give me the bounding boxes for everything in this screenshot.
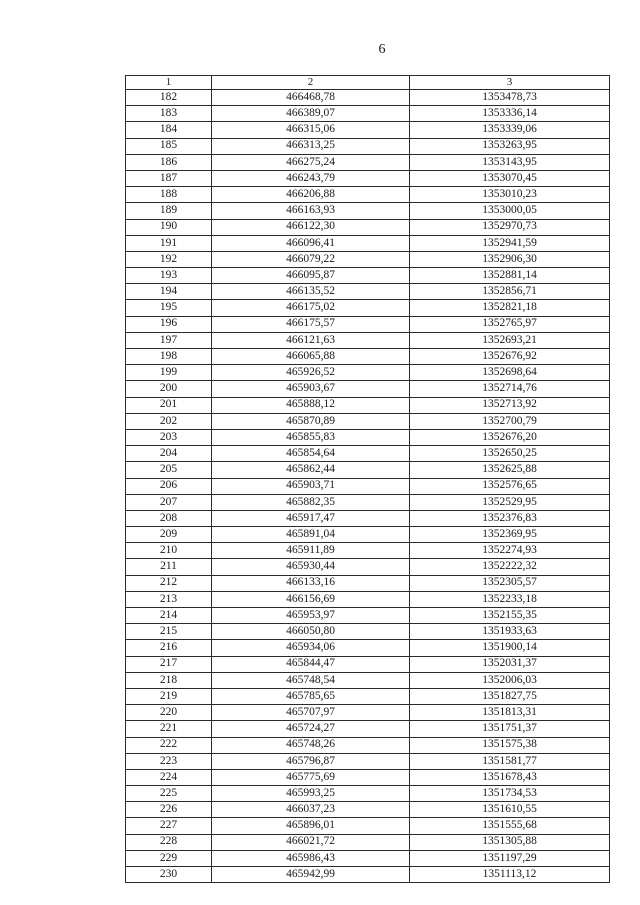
table-row [126, 316, 610, 332]
y-coordinate-cell: 1351827,75 [410, 688, 610, 704]
table-row [126, 575, 610, 591]
y-coordinate-cell: 1353010,23 [410, 187, 610, 203]
table-row [126, 721, 610, 737]
x-coordinate-cell: 465796,87 [212, 753, 410, 769]
point-number-cell: 229 [126, 850, 212, 866]
table-row [126, 656, 610, 672]
y-coordinate-cell: 1352625,88 [410, 462, 610, 478]
table-row [126, 170, 610, 186]
x-coordinate-cell: 466065,88 [212, 349, 410, 365]
point-number-cell: 224 [126, 769, 212, 785]
point-number-cell: 213 [126, 591, 212, 607]
y-coordinate-cell: 1352155,35 [410, 608, 610, 624]
y-coordinate-cell: 1352970,73 [410, 219, 610, 235]
point-number-cell: 201 [126, 397, 212, 413]
point-number-cell: 208 [126, 510, 212, 526]
table-row [126, 802, 610, 818]
table-row [126, 332, 610, 348]
table-row [126, 737, 610, 753]
x-coordinate-cell: 466121,63 [212, 332, 410, 348]
x-coordinate-cell: 465724,27 [212, 721, 410, 737]
y-coordinate-cell: 1351610,55 [410, 802, 610, 818]
y-coordinate-cell: 1352031,37 [410, 656, 610, 672]
point-number-cell: 209 [126, 527, 212, 543]
x-coordinate-cell: 465748,26 [212, 737, 410, 753]
y-coordinate-cell: 1352714,76 [410, 381, 610, 397]
point-number-cell: 203 [126, 429, 212, 445]
x-coordinate-cell: 466156,69 [212, 591, 410, 607]
point-number-cell: 183 [126, 106, 212, 122]
y-coordinate-cell: 1352881,14 [410, 268, 610, 284]
point-number-cell: 212 [126, 575, 212, 591]
point-number-cell: 198 [126, 349, 212, 365]
table-row [126, 187, 610, 203]
table-row [126, 397, 610, 413]
x-coordinate-cell: 465986,43 [212, 850, 410, 866]
x-coordinate-cell: 466021,72 [212, 834, 410, 850]
y-coordinate-cell: 1352765,97 [410, 316, 610, 332]
x-coordinate-cell: 466163,93 [212, 203, 410, 219]
point-number-cell: 195 [126, 300, 212, 316]
table-row [126, 284, 610, 300]
y-coordinate-cell: 1351575,38 [410, 737, 610, 753]
y-coordinate-cell: 1351555,68 [410, 818, 610, 834]
table-row [126, 90, 610, 106]
y-coordinate-cell: 1352233,18 [410, 591, 610, 607]
table-row [126, 834, 610, 850]
table-row [126, 591, 610, 607]
x-coordinate-cell: 466175,57 [212, 316, 410, 332]
y-coordinate-cell: 1351678,43 [410, 769, 610, 785]
y-coordinate-cell: 1351113,12 [410, 867, 610, 883]
y-coordinate-cell: 1353070,45 [410, 170, 610, 186]
table-body [126, 90, 610, 883]
x-coordinate-cell: 466243,79 [212, 170, 410, 186]
table-row [126, 413, 610, 429]
table-row [126, 688, 610, 704]
point-number-cell: 225 [126, 786, 212, 802]
y-coordinate-cell: 1352676,92 [410, 349, 610, 365]
y-coordinate-cell: 1351751,37 [410, 721, 610, 737]
point-number-cell: 206 [126, 478, 212, 494]
y-coordinate-cell: 1352906,30 [410, 251, 610, 267]
x-coordinate-cell: 466095,87 [212, 268, 410, 284]
table-row [126, 818, 610, 834]
page-number: 6 [378, 42, 386, 57]
table-row [126, 624, 610, 640]
table-row [126, 494, 610, 510]
table-row [126, 349, 610, 365]
point-number-cell: 197 [126, 332, 212, 348]
table-row [126, 527, 610, 543]
y-coordinate-cell: 1351900,14 [410, 640, 610, 656]
table-row [126, 122, 610, 138]
y-coordinate-cell: 1352006,03 [410, 672, 610, 688]
y-coordinate-cell: 1353339,06 [410, 122, 610, 138]
x-coordinate-cell: 466275,24 [212, 154, 410, 170]
x-coordinate-cell: 465888,12 [212, 397, 410, 413]
x-coordinate-cell: 466206,88 [212, 187, 410, 203]
y-coordinate-cell: 1353336,14 [410, 106, 610, 122]
x-coordinate-cell: 466135,52 [212, 284, 410, 300]
x-coordinate-cell: 466079,22 [212, 251, 410, 267]
point-number-cell: 191 [126, 235, 212, 251]
point-number-cell: 190 [126, 219, 212, 235]
x-coordinate-cell: 466133,16 [212, 575, 410, 591]
point-number-cell: 220 [126, 705, 212, 721]
table-row [126, 769, 610, 785]
table-row [126, 786, 610, 802]
point-number-cell: 211 [126, 559, 212, 575]
y-coordinate-cell: 1352676,20 [410, 429, 610, 445]
table-row [126, 429, 610, 445]
x-coordinate-cell: 465896,01 [212, 818, 410, 834]
x-coordinate-cell: 466468,78 [212, 90, 410, 106]
point-number-cell: 216 [126, 640, 212, 656]
x-coordinate-cell: 465748,54 [212, 672, 410, 688]
x-coordinate-cell: 466050,80 [212, 624, 410, 640]
y-coordinate-cell: 1352576,65 [410, 478, 610, 494]
x-coordinate-cell: 466096,41 [212, 235, 410, 251]
column-header: 1 [126, 76, 212, 90]
point-number-cell: 210 [126, 543, 212, 559]
table-row [126, 543, 610, 559]
x-coordinate-cell: 465844,47 [212, 656, 410, 672]
point-number-cell: 226 [126, 802, 212, 818]
table-row [126, 251, 610, 267]
x-coordinate-cell: 465854,64 [212, 446, 410, 462]
x-coordinate-cell: 465891,04 [212, 527, 410, 543]
table-row [126, 640, 610, 656]
y-coordinate-cell: 1352305,57 [410, 575, 610, 591]
x-coordinate-cell: 465882,35 [212, 494, 410, 510]
table-row [126, 138, 610, 154]
x-coordinate-cell: 466315,06 [212, 122, 410, 138]
point-number-cell: 182 [126, 90, 212, 106]
x-coordinate-cell: 465862,44 [212, 462, 410, 478]
point-number-cell: 215 [126, 624, 212, 640]
x-coordinate-cell: 465926,52 [212, 365, 410, 381]
y-coordinate-cell: 1353478,73 [410, 90, 610, 106]
y-coordinate-cell: 1352369,95 [410, 527, 610, 543]
point-number-cell: 194 [126, 284, 212, 300]
table-row [126, 219, 610, 235]
point-number-cell: 193 [126, 268, 212, 284]
y-coordinate-cell: 1352376,83 [410, 510, 610, 526]
point-number-cell: 228 [126, 834, 212, 850]
table-row [126, 867, 610, 883]
x-coordinate-cell: 465942,99 [212, 867, 410, 883]
y-coordinate-cell: 1352700,79 [410, 413, 610, 429]
table-row [126, 300, 610, 316]
point-number-cell: 199 [126, 365, 212, 381]
x-coordinate-cell: 465870,89 [212, 413, 410, 429]
x-coordinate-cell: 466389,07 [212, 106, 410, 122]
y-coordinate-cell: 1352222,32 [410, 559, 610, 575]
y-coordinate-cell: 1351197,29 [410, 850, 610, 866]
x-coordinate-cell: 466175,02 [212, 300, 410, 316]
point-number-cell: 196 [126, 316, 212, 332]
table-row [126, 203, 610, 219]
y-coordinate-cell: 1352529,95 [410, 494, 610, 510]
point-number-cell: 222 [126, 737, 212, 753]
table-row [126, 850, 610, 866]
table-row [126, 154, 610, 170]
point-number-cell: 184 [126, 122, 212, 138]
x-coordinate-cell: 465775,69 [212, 769, 410, 785]
point-number-cell: 221 [126, 721, 212, 737]
table-row [126, 753, 610, 769]
x-coordinate-cell: 465953,97 [212, 608, 410, 624]
x-coordinate-cell: 465785,65 [212, 688, 410, 704]
x-coordinate-cell: 465903,67 [212, 381, 410, 397]
table-row [126, 268, 610, 284]
x-coordinate-cell: 465993,25 [212, 786, 410, 802]
y-coordinate-cell: 1352698,64 [410, 365, 610, 381]
y-coordinate-cell: 1352941,59 [410, 235, 610, 251]
table-row [126, 672, 610, 688]
table-row [126, 381, 610, 397]
point-number-cell: 205 [126, 462, 212, 478]
table-row [126, 462, 610, 478]
x-coordinate-cell: 465855,83 [212, 429, 410, 445]
x-coordinate-cell: 465934,06 [212, 640, 410, 656]
y-coordinate-cell: 1352274,93 [410, 543, 610, 559]
y-coordinate-cell: 1352650,25 [410, 446, 610, 462]
table-row [126, 559, 610, 575]
point-number-cell: 214 [126, 608, 212, 624]
point-number-cell: 189 [126, 203, 212, 219]
y-coordinate-cell: 1351734,53 [410, 786, 610, 802]
point-number-cell: 192 [126, 251, 212, 267]
column-header: 3 [410, 76, 610, 90]
point-number-cell: 207 [126, 494, 212, 510]
point-number-cell: 219 [126, 688, 212, 704]
x-coordinate-cell: 466037,23 [212, 802, 410, 818]
table-row [126, 446, 610, 462]
y-coordinate-cell: 1353143,95 [410, 154, 610, 170]
point-number-cell: 202 [126, 413, 212, 429]
y-coordinate-cell: 1352821,18 [410, 300, 610, 316]
table-row [126, 510, 610, 526]
table-row [126, 235, 610, 251]
x-coordinate-cell: 466122,30 [212, 219, 410, 235]
point-number-cell: 223 [126, 753, 212, 769]
table-row [126, 478, 610, 494]
x-coordinate-cell: 465930,44 [212, 559, 410, 575]
y-coordinate-cell: 1352713,92 [410, 397, 610, 413]
y-coordinate-cell: 1351305,88 [410, 834, 610, 850]
x-coordinate-cell: 466313,25 [212, 138, 410, 154]
table-row [126, 608, 610, 624]
point-number-cell: 187 [126, 170, 212, 186]
y-coordinate-cell: 1351933,63 [410, 624, 610, 640]
y-coordinate-cell: 1353000,05 [410, 203, 610, 219]
point-number-cell: 230 [126, 867, 212, 883]
y-coordinate-cell: 1351813,31 [410, 705, 610, 721]
y-coordinate-cell: 1353263,95 [410, 138, 610, 154]
table-row [126, 106, 610, 122]
column-header: 2 [212, 76, 410, 90]
point-number-cell: 185 [126, 138, 212, 154]
point-number-cell: 188 [126, 187, 212, 203]
point-number-cell: 218 [126, 672, 212, 688]
point-number-cell: 204 [126, 446, 212, 462]
point-number-cell: 227 [126, 818, 212, 834]
x-coordinate-cell: 465917,47 [212, 510, 410, 526]
table-row [126, 705, 610, 721]
x-coordinate-cell: 465911,89 [212, 543, 410, 559]
point-number-cell: 217 [126, 656, 212, 672]
y-coordinate-cell: 1351581,77 [410, 753, 610, 769]
y-coordinate-cell: 1352693,21 [410, 332, 610, 348]
table-row [126, 365, 610, 381]
point-number-cell: 200 [126, 381, 212, 397]
x-coordinate-cell: 465707,97 [212, 705, 410, 721]
point-number-cell: 186 [126, 154, 212, 170]
x-coordinate-cell: 465903,71 [212, 478, 410, 494]
table-header-row [126, 76, 610, 90]
coordinates-table [125, 75, 610, 883]
y-coordinate-cell: 1352856,71 [410, 284, 610, 300]
